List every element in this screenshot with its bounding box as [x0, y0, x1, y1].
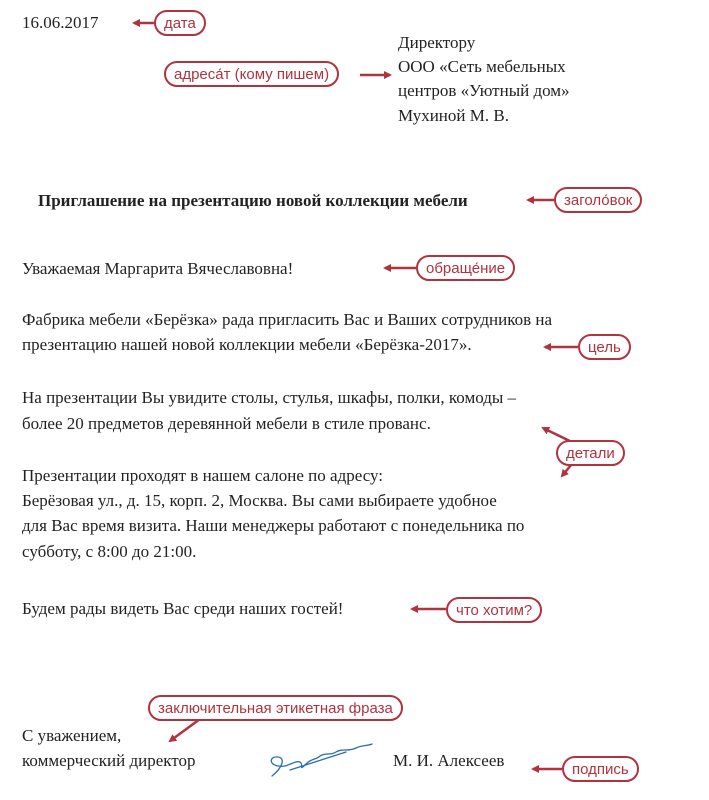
arrow-closing-phrase	[170, 719, 200, 741]
p1-line-2: презентацию нашей новой коллекции мебели «Берёзка-2017».	[22, 335, 472, 354]
addressee-line-4: Мухиной М. В.	[398, 106, 509, 125]
label-goal: цель	[578, 334, 631, 360]
label-title: заголо́вок	[554, 187, 642, 213]
label-want: что хотим?	[446, 597, 542, 623]
label-signature: подпись	[562, 756, 639, 782]
p3-line-4: субботу, с 8:00 до 21:00.	[22, 542, 197, 561]
letter-title: Приглашение на презентацию новой коллекции мебели	[38, 191, 468, 210]
closing-sentence: Будем рады видеть Вас среди наших гостей!	[22, 599, 344, 618]
signature-icon	[271, 744, 372, 776]
p2-line-2: более 20 предметов деревянной мебели в стиле прованс.	[22, 414, 431, 433]
signer-name: М. И. Алексеев	[393, 751, 505, 770]
letter-date: 16.06.2017	[22, 13, 99, 32]
p3-line-3: для Вас время визита. Наши менеджеры работают с понедельника по	[22, 516, 525, 535]
p3-line-1: Презентации проходят в нашем салоне по адресу:	[22, 466, 384, 485]
p2-line-1: На презентации Вы увидите столы, стулья, шкафы, полки, комоды –	[22, 388, 517, 407]
p1-line-1: Фабрика мебели «Берёзка» рада пригласить Вас и Ваших сотрудников на	[22, 310, 553, 329]
addressee-line-1: Директору	[398, 33, 476, 52]
sign-off-line-1: С уважением,	[22, 726, 122, 745]
addressee-line-3: центров «Уютный дом»	[398, 81, 570, 100]
label-addressee: адреса́т (кому пишем)	[164, 61, 339, 87]
label-date: дата	[154, 10, 206, 36]
label-greeting: обраще́ние	[416, 255, 515, 281]
greeting: Уважаемая Маргарита Вячеславовна!	[22, 259, 294, 278]
label-details: детали	[556, 440, 625, 466]
sign-off-line-2: коммерческий директор	[22, 751, 196, 770]
p3-line-2: Берёзовая ул., д. 15, корп. 2, Москва. Вы сами выбираете удобное	[22, 491, 497, 510]
addressee-line-2: ООО «Сеть мебельных	[398, 57, 566, 76]
label-closing-phrase: заключительная этикетная фраза	[148, 695, 403, 721]
